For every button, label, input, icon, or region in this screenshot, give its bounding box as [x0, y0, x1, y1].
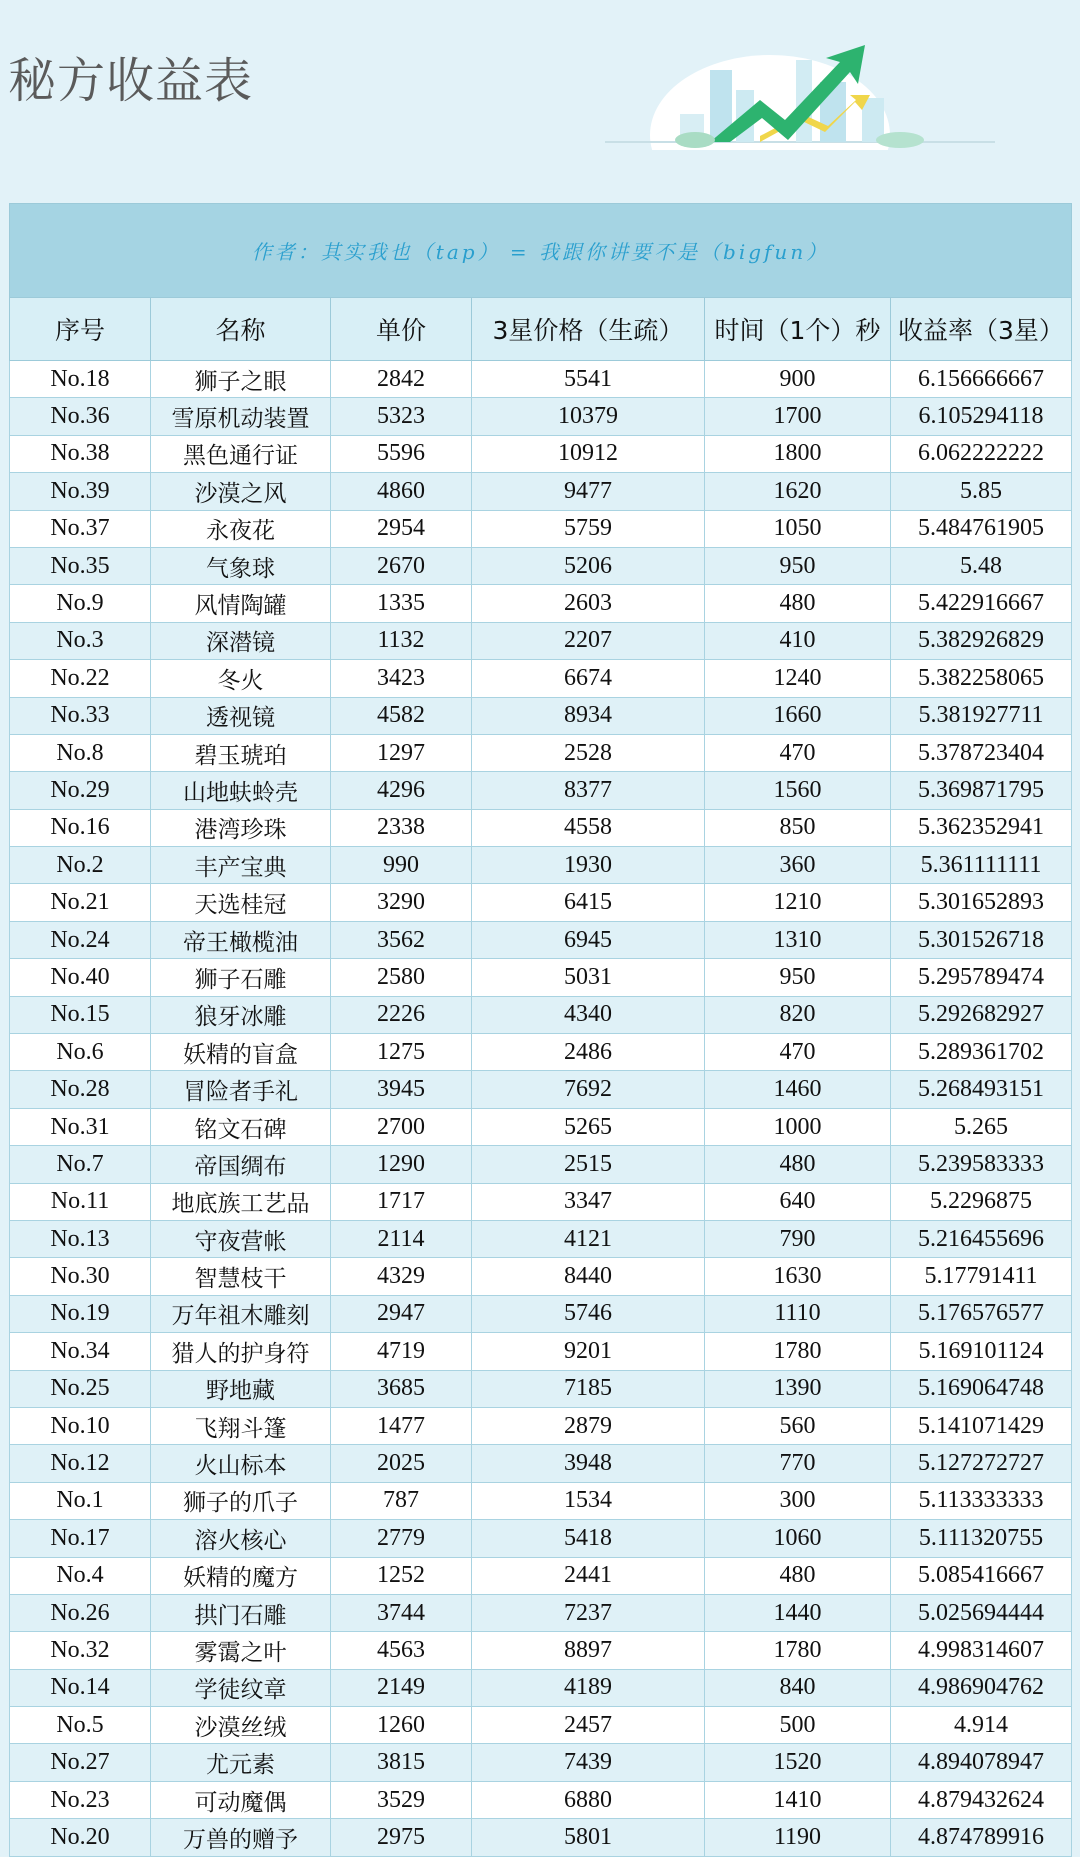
cell-name: 永夜花: [151, 510, 331, 547]
cell-id: No.15: [10, 996, 151, 1033]
cell-unit-price: 787: [331, 1482, 472, 1519]
cell-time: 360: [705, 847, 891, 884]
cell-id: No.12: [10, 1445, 151, 1482]
column-header: 收益率（3星）: [891, 298, 1072, 361]
cell-id: No.31: [10, 1108, 151, 1145]
cell-yield-rate: 5.169101124: [891, 1333, 1072, 1370]
cell-3star-price: 9201: [472, 1333, 705, 1370]
cell-time: 1700: [705, 398, 891, 435]
bush-shape: [675, 132, 715, 148]
table-row: [10, 697, 1072, 734]
cell-3star-price: 3948: [472, 1445, 705, 1482]
table-row: [10, 1482, 1072, 1519]
cell-time: 1410: [705, 1781, 891, 1818]
cell-name: 铭文石碑: [151, 1108, 331, 1145]
cell-yield-rate: 6.156666667: [891, 361, 1072, 398]
cell-id: No.29: [10, 772, 151, 809]
cell-id: No.24: [10, 921, 151, 958]
cell-name: 碧玉琥珀: [151, 734, 331, 771]
cell-unit-price: 3290: [331, 884, 472, 921]
cell-yield-rate: 4.914: [891, 1707, 1072, 1744]
cell-3star-price: 5206: [472, 547, 705, 584]
cell-id: No.9: [10, 585, 151, 622]
cell-yield-rate: 5.362352941: [891, 809, 1072, 846]
cell-3star-price: 4558: [472, 809, 705, 846]
cell-time: 820: [705, 996, 891, 1033]
cell-3star-price: 8440: [472, 1258, 705, 1295]
table-row: [10, 660, 1072, 697]
cell-unit-price: 990: [331, 847, 472, 884]
cell-name: 猎人的护身符: [151, 1333, 331, 1370]
cell-unit-price: 4296: [331, 772, 472, 809]
cell-id: No.5: [10, 1707, 151, 1744]
table-row: [10, 809, 1072, 846]
cell-3star-price: 2515: [472, 1146, 705, 1183]
cell-3star-price: 2528: [472, 734, 705, 771]
cell-unit-price: 1132: [331, 622, 472, 659]
recipe-profit-table: [9, 203, 1072, 1857]
cell-yield-rate: 4.874789916: [891, 1819, 1072, 1856]
cell-time: 1780: [705, 1333, 891, 1370]
cell-name: 港湾珍珠: [151, 809, 331, 846]
cell-3star-price: 2207: [472, 622, 705, 659]
cell-3star-price: 5031: [472, 959, 705, 996]
table-row: [10, 1146, 1072, 1183]
cell-time: 950: [705, 547, 891, 584]
cell-name: 丰产宝典: [151, 847, 331, 884]
table-row: [10, 1071, 1072, 1108]
cell-yield-rate: 5.268493151: [891, 1071, 1072, 1108]
table-row: [10, 510, 1072, 547]
cell-unit-price: 2975: [331, 1819, 472, 1856]
cell-name: 智慧枝干: [151, 1258, 331, 1295]
cell-time: 480: [705, 1146, 891, 1183]
cell-yield-rate: 5.025694444: [891, 1594, 1072, 1631]
cell-unit-price: 1335: [331, 585, 472, 622]
cell-id: No.3: [10, 622, 151, 659]
cell-3star-price: 8377: [472, 772, 705, 809]
cell-3star-price: 4121: [472, 1220, 705, 1257]
cell-id: No.25: [10, 1370, 151, 1407]
cell-3star-price: 9477: [472, 473, 705, 510]
cell-id: No.17: [10, 1520, 151, 1557]
cell-id: No.20: [10, 1819, 151, 1856]
cell-id: No.7: [10, 1146, 151, 1183]
cell-time: 470: [705, 1034, 891, 1071]
cell-name: 冬火: [151, 660, 331, 697]
cell-yield-rate: 5.85: [891, 473, 1072, 510]
table-row: [10, 585, 1072, 622]
cell-time: 950: [705, 959, 891, 996]
table-row: [10, 547, 1072, 584]
cell-name: 沙漠丝绒: [151, 1707, 331, 1744]
cell-yield-rate: 5.239583333: [891, 1146, 1072, 1183]
cell-yield-rate: 5.369871795: [891, 772, 1072, 809]
cell-name: 拱门石雕: [151, 1594, 331, 1631]
cell-yield-rate: 5.17791411: [891, 1258, 1072, 1295]
cell-3star-price: 6415: [472, 884, 705, 921]
cell-unit-price: 2025: [331, 1445, 472, 1482]
cell-yield-rate: 5.361111111: [891, 847, 1072, 884]
cell-unit-price: 1477: [331, 1407, 472, 1444]
table-row: [10, 398, 1072, 435]
cell-id: No.10: [10, 1407, 151, 1444]
bush-shape: [876, 132, 924, 148]
cell-3star-price: 2441: [472, 1557, 705, 1594]
cell-unit-price: 4329: [331, 1258, 472, 1295]
cell-time: 1050: [705, 510, 891, 547]
cell-id: No.2: [10, 847, 151, 884]
cell-yield-rate: 5.381927711: [891, 697, 1072, 734]
cell-name: 沙漠之风: [151, 473, 331, 510]
cell-name: 万年祖木雕刻: [151, 1295, 331, 1332]
cell-time: 900: [705, 361, 891, 398]
cell-time: 1460: [705, 1071, 891, 1108]
cell-3star-price: 1534: [472, 1482, 705, 1519]
cell-yield-rate: 4.894078947: [891, 1744, 1072, 1781]
cell-time: 1800: [705, 435, 891, 472]
table-row: [10, 1557, 1072, 1594]
table-row: [10, 1707, 1072, 1744]
cell-3star-price: 2603: [472, 585, 705, 622]
cell-name: 妖精的盲盒: [151, 1034, 331, 1071]
author-credit: 作者：其实我也（tap） = 我跟你讲要不是（bigfun）: [10, 204, 1072, 298]
cell-name: 尤元素: [151, 1744, 331, 1781]
cell-time: 480: [705, 1557, 891, 1594]
table-row: [10, 772, 1072, 809]
cell-id: No.40: [10, 959, 151, 996]
cell-name: 透视镜: [151, 697, 331, 734]
cell-yield-rate: 5.422916667: [891, 585, 1072, 622]
cell-unit-price: 2842: [331, 361, 472, 398]
cell-id: No.34: [10, 1333, 151, 1370]
cell-name: 风情陶罐: [151, 585, 331, 622]
cell-id: No.6: [10, 1034, 151, 1071]
cell-id: No.8: [10, 734, 151, 771]
cell-unit-price: 5323: [331, 398, 472, 435]
cell-yield-rate: 5.216455696: [891, 1220, 1072, 1257]
cell-yield-rate: 4.998314607: [891, 1632, 1072, 1669]
table-row: [10, 921, 1072, 958]
cell-time: 640: [705, 1183, 891, 1220]
cell-unit-price: 2114: [331, 1220, 472, 1257]
column-header: 单价: [331, 298, 472, 361]
cell-time: 840: [705, 1669, 891, 1706]
cell-unit-price: 1252: [331, 1557, 472, 1594]
cell-unit-price: 2700: [331, 1108, 472, 1145]
cell-yield-rate: 5.111320755: [891, 1520, 1072, 1557]
cell-name: 冒险者手礼: [151, 1071, 331, 1108]
cell-yield-rate: 4.986904762: [891, 1669, 1072, 1706]
cell-name: 可动魔偶: [151, 1781, 331, 1818]
cell-id: No.23: [10, 1781, 151, 1818]
cell-unit-price: 3744: [331, 1594, 472, 1631]
cell-unit-price: 1275: [331, 1034, 472, 1071]
cell-unit-price: 1297: [331, 734, 472, 771]
table-row: [10, 1819, 1072, 1856]
cell-3star-price: 5265: [472, 1108, 705, 1145]
cell-time: 1210: [705, 884, 891, 921]
cell-unit-price: 2226: [331, 996, 472, 1033]
cell-id: No.19: [10, 1295, 151, 1332]
column-header: 时间（1个）秒: [705, 298, 891, 361]
cell-yield-rate: 5.2296875: [891, 1183, 1072, 1220]
cell-3star-price: 8897: [472, 1632, 705, 1669]
cell-unit-price: 3685: [331, 1370, 472, 1407]
table-row: [10, 435, 1072, 472]
table-row: [10, 1744, 1072, 1781]
cell-yield-rate: 5.301652893: [891, 884, 1072, 921]
cell-unit-price: 2947: [331, 1295, 472, 1332]
table-row: [10, 1333, 1072, 1370]
cell-3star-price: 5801: [472, 1819, 705, 1856]
cell-time: 1190: [705, 1819, 891, 1856]
cell-name: 万兽的赠予: [151, 1819, 331, 1856]
cell-unit-price: 3815: [331, 1744, 472, 1781]
page-title: 秘方收益表: [8, 53, 254, 109]
header-row: [10, 298, 1072, 361]
cell-3star-price: 4189: [472, 1669, 705, 1706]
cell-unit-price: 2580: [331, 959, 472, 996]
cell-time: 470: [705, 734, 891, 771]
table-row: [10, 959, 1072, 996]
cell-id: No.37: [10, 510, 151, 547]
cell-id: No.21: [10, 884, 151, 921]
growth-chart-illustration: [600, 40, 1000, 150]
cell-name: 帝王橄榄油: [151, 921, 331, 958]
cell-unit-price: 1290: [331, 1146, 472, 1183]
cell-time: 790: [705, 1220, 891, 1257]
cell-name: 帝国绸布: [151, 1146, 331, 1183]
cell-name: 山地蚨蛉壳: [151, 772, 331, 809]
cell-id: No.30: [10, 1258, 151, 1295]
cell-name: 学徒纹章: [151, 1669, 331, 1706]
cell-3star-price: 10912: [472, 435, 705, 472]
cell-3star-price: 5541: [472, 361, 705, 398]
table-row: [10, 884, 1072, 921]
cell-name: 狮子石雕: [151, 959, 331, 996]
cell-time: 1620: [705, 473, 891, 510]
cell-name: 妖精的魔方: [151, 1557, 331, 1594]
cell-yield-rate: 5.289361702: [891, 1034, 1072, 1071]
cell-3star-price: 10379: [472, 398, 705, 435]
cell-time: 850: [705, 809, 891, 846]
cell-unit-price: 2149: [331, 1669, 472, 1706]
table-row: [10, 1781, 1072, 1818]
cell-unit-price: 4719: [331, 1333, 472, 1370]
cell-yield-rate: 5.295789474: [891, 959, 1072, 996]
cell-time: 1520: [705, 1744, 891, 1781]
cell-name: 雪原机动装置: [151, 398, 331, 435]
cell-3star-price: 7185: [472, 1370, 705, 1407]
cell-unit-price: 5596: [331, 435, 472, 472]
cell-yield-rate: 5.265: [891, 1108, 1072, 1145]
cell-time: 770: [705, 1445, 891, 1482]
cell-name: 雾霭之叶: [151, 1632, 331, 1669]
cell-id: No.39: [10, 473, 151, 510]
cell-time: 1240: [705, 660, 891, 697]
cell-unit-price: 3945: [331, 1071, 472, 1108]
cell-unit-price: 2670: [331, 547, 472, 584]
cell-id: No.14: [10, 1669, 151, 1706]
cell-3star-price: 5759: [472, 510, 705, 547]
cell-3star-price: 5746: [472, 1295, 705, 1332]
cell-yield-rate: 5.292682927: [891, 996, 1072, 1033]
cell-name: 火山标本: [151, 1445, 331, 1482]
cell-unit-price: 2954: [331, 510, 472, 547]
cell-time: 560: [705, 1407, 891, 1444]
cell-unit-price: 2779: [331, 1520, 472, 1557]
cell-yield-rate: 5.48: [891, 547, 1072, 584]
cell-name: 深潜镜: [151, 622, 331, 659]
cell-time: 1780: [705, 1632, 891, 1669]
cell-time: 1630: [705, 1258, 891, 1295]
table-row: [10, 1034, 1072, 1071]
cell-id: No.13: [10, 1220, 151, 1257]
cell-yield-rate: 5.301526718: [891, 921, 1072, 958]
cell-3star-price: 7692: [472, 1071, 705, 1108]
cell-unit-price: 3562: [331, 921, 472, 958]
table-row: [10, 1445, 1072, 1482]
cell-3star-price: 6674: [472, 660, 705, 697]
cell-name: 黑色通行证: [151, 435, 331, 472]
table-row: [10, 361, 1072, 398]
cell-name: 野地藏: [151, 1370, 331, 1407]
cell-name: 天选桂冠: [151, 884, 331, 921]
cell-id: No.18: [10, 361, 151, 398]
cell-yield-rate: 6.062222222: [891, 435, 1072, 472]
table-row: [10, 1258, 1072, 1295]
cell-id: No.32: [10, 1632, 151, 1669]
cell-id: No.28: [10, 1071, 151, 1108]
cell-yield-rate: 5.113333333: [891, 1482, 1072, 1519]
cell-yield-rate: 5.176576577: [891, 1295, 1072, 1332]
cell-id: No.33: [10, 697, 151, 734]
cell-3star-price: 2457: [472, 1707, 705, 1744]
cell-3star-price: 2486: [472, 1034, 705, 1071]
cell-unit-price: 1260: [331, 1707, 472, 1744]
cell-3star-price: 1930: [472, 847, 705, 884]
cell-name: 地底族工艺品: [151, 1183, 331, 1220]
cell-time: 1560: [705, 772, 891, 809]
cell-unit-price: 2338: [331, 809, 472, 846]
table-body: [10, 361, 1072, 1857]
table-row: [10, 622, 1072, 659]
cell-time: 1000: [705, 1108, 891, 1145]
cell-unit-price: 4860: [331, 473, 472, 510]
cell-name: 狼牙冰雕: [151, 996, 331, 1033]
cell-3star-price: 7439: [472, 1744, 705, 1781]
cell-time: 300: [705, 1482, 891, 1519]
table-row: [10, 734, 1072, 771]
table-row: [10, 847, 1072, 884]
cell-id: No.22: [10, 660, 151, 697]
table-row: [10, 1295, 1072, 1332]
table-row: [10, 1520, 1072, 1557]
cell-id: No.16: [10, 809, 151, 846]
cell-time: 480: [705, 585, 891, 622]
cell-id: No.36: [10, 398, 151, 435]
cell-time: 1390: [705, 1370, 891, 1407]
column-header: 名称: [151, 298, 331, 361]
cell-3star-price: 4340: [472, 996, 705, 1033]
table-row: [10, 473, 1072, 510]
cell-unit-price: 1717: [331, 1183, 472, 1220]
cell-3star-price: 6945: [472, 921, 705, 958]
cell-3star-price: 3347: [472, 1183, 705, 1220]
cell-yield-rate: 5.378723404: [891, 734, 1072, 771]
cell-3star-price: 6880: [472, 1781, 705, 1818]
cell-name: 气象球: [151, 547, 331, 584]
cell-yield-rate: 5.382258065: [891, 660, 1072, 697]
cell-time: 1110: [705, 1295, 891, 1332]
author-row: [10, 204, 1072, 298]
table-row: [10, 1370, 1072, 1407]
table-row: [10, 1594, 1072, 1631]
cell-3star-price: 5418: [472, 1520, 705, 1557]
table-row: [10, 1632, 1072, 1669]
recipe-profit-table-container: [9, 203, 1071, 1857]
cell-yield-rate: 4.879432624: [891, 1781, 1072, 1818]
cell-yield-rate: 5.484761905: [891, 510, 1072, 547]
table-row: [10, 1407, 1072, 1444]
cell-time: 500: [705, 1707, 891, 1744]
table-row: [10, 1220, 1072, 1257]
cell-time: 1440: [705, 1594, 891, 1631]
cell-id: No.35: [10, 547, 151, 584]
cell-time: 410: [705, 622, 891, 659]
cell-name: 守夜营帐: [151, 1220, 331, 1257]
table-row: [10, 1183, 1072, 1220]
cell-unit-price: 3423: [331, 660, 472, 697]
cell-id: No.4: [10, 1557, 151, 1594]
cell-name: 溶火核心: [151, 1520, 331, 1557]
cell-id: No.27: [10, 1744, 151, 1781]
cell-name: 狮子之眼: [151, 361, 331, 398]
cell-yield-rate: 5.169064748: [891, 1370, 1072, 1407]
column-header: 3星价格（生疏）: [472, 298, 705, 361]
cell-unit-price: 4563: [331, 1632, 472, 1669]
cell-yield-rate: 5.127272727: [891, 1445, 1072, 1482]
cell-id: No.26: [10, 1594, 151, 1631]
cell-time: 1060: [705, 1520, 891, 1557]
cell-name: 狮子的爪子: [151, 1482, 331, 1519]
cell-3star-price: 7237: [472, 1594, 705, 1631]
table-row: [10, 1669, 1072, 1706]
cell-3star-price: 2879: [472, 1407, 705, 1444]
table-row: [10, 996, 1072, 1033]
cell-id: No.38: [10, 435, 151, 472]
cell-name: 飞翔斗篷: [151, 1407, 331, 1444]
cell-time: 1310: [705, 921, 891, 958]
cell-3star-price: 8934: [472, 697, 705, 734]
cell-yield-rate: 5.085416667: [891, 1557, 1072, 1594]
cell-unit-price: 3529: [331, 1781, 472, 1818]
cell-unit-price: 4582: [331, 697, 472, 734]
cell-id: No.1: [10, 1482, 151, 1519]
cell-id: No.11: [10, 1183, 151, 1220]
cell-yield-rate: 6.105294118: [891, 398, 1072, 435]
table-row: [10, 1108, 1072, 1145]
cell-time: 1660: [705, 697, 891, 734]
cell-yield-rate: 5.382926829: [891, 622, 1072, 659]
cell-yield-rate: 5.141071429: [891, 1407, 1072, 1444]
column-header: 序号: [10, 298, 151, 361]
